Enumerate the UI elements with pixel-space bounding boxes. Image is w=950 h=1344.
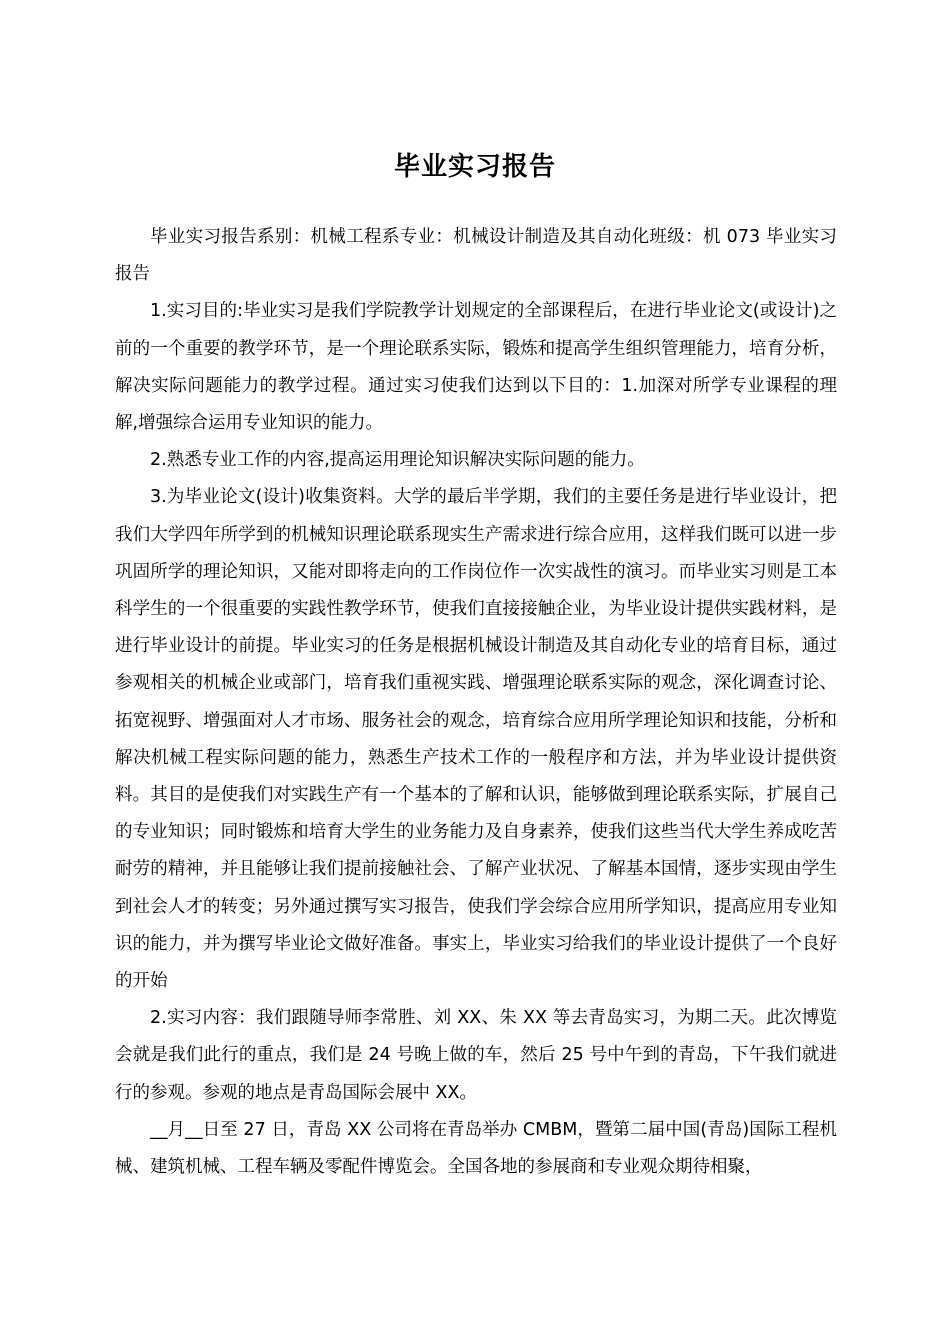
document-body (115, 219, 837, 1186)
paragraph-purpose-2: 2.熟悉专业工作的内容,提高运用理论知识解决实际问题的能力。 (150, 450, 645, 471)
paragraph-header-info: 毕业实习报告系别：机械工程系专业：机械设计制造及其自动化班级：机 073 毕业实习报告 (115, 227, 837, 285)
page-title: 毕业实习报告 (393, 152, 556, 183)
paragraph-exhibition: __月__日至 27 日，青岛 XX 公司将在青岛举办 CMBM，暨第二届中国(青岛)国际工程机械、建筑机械、工程车辆及零配件博览会。全国各地的参展商和专业观众期待相聚， (115, 1119, 837, 1178)
paragraph-purpose-3: 3.为毕业论文(设计)收集资料。大学的最后半学期，我们的主要任务是进行毕业设计，把我们大学四年所学到的机械知识理论联系现实生产需求进行综合应用，这样我们既可以进一步巩固所学的理论知识，又能对即将走向的工作岗位作一次实战性的演习。而毕业实习则是工本科学生的一个很重要的实践性教学环节，使我们直接接触企业，为毕业设计提供实践材料，是进行毕业设计的前提。毕业实习的任务是根据机械设计制造及其自动化专业的培育目标，通过参观相关的机械企业或部门，培育我们重视实践、增强理论联系实际的观念，深化调查讨论、拓宽视野、增强面对人才市场、服务社会的观念，培育综合应用所学理论知识和技能，分析和解决机械工程实际问题的能力，熟悉生产技术工作的一般程序和方法，并为毕业设计提供资料。其目的是使我们对实践生产有一个基本的了解和认识，能够做到理论联系实际，扩展自己的专业知识；同时锻炼和培育大学生的业务能力及自身素养，使我们这些当代大学生养成吃苦耐劳的精神，并且能够让我们提前接触社会、了解产业状况、了解基本国情，逐步实现由学生到社会人才的转变；另外通过撰写实习报告，使我们学会综合应用所学知识，提高应用专业知识的能力，并为撰写毕业论文做好准备。事实上，毕业实习给我们的毕业设计提供了一个良好的开始 (115, 487, 837, 992)
paragraph-content: 2.实习内容：我们跟随导师李常胜、刘 XX、朱 XX 等去青岛实习，为期二天。此次博览会就是我们此行的重点，我们是 24 号晚上做的车，然后 25 号中午到的青岛，下午我们就进行的参观。参观的地点是青岛国际会展中 XX。 (115, 1008, 837, 1103)
paragraph-purpose: 1.实习目的:毕业实习是我们学院教学计划规定的全部课程后，在进行毕业论文(或设计)之前的一个重要的教学环节，是一个理论联系实际，锻炼和提高学生组织管理能力，培育分析，解决实际问题能力的教学过程。通过实习使我们达到以下目的：1.加深对所学专业课程的理解,增强综合运用专业知识的能力。 (115, 301, 837, 434)
